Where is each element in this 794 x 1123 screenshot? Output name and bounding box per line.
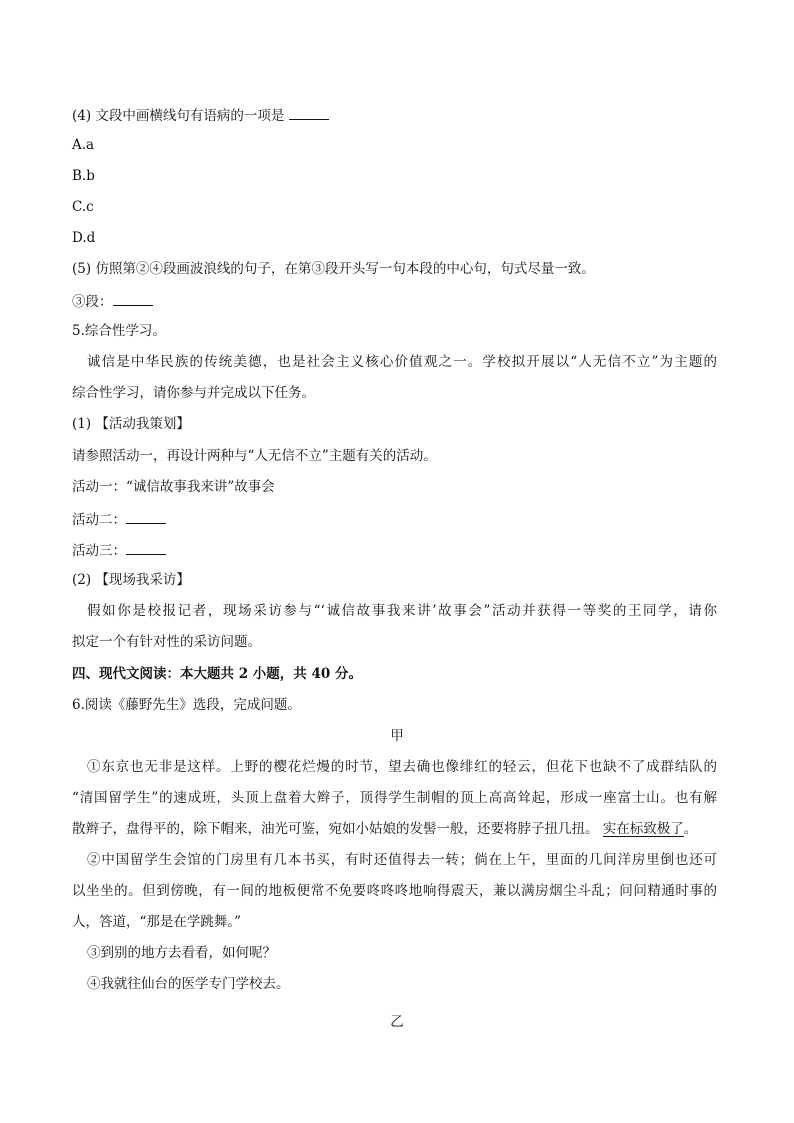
part-1-title: (1) 【活动我策划】 [72, 416, 190, 432]
part-1-instruction: 请参照活动一，再设计两种与“人无信不立”主题有关的活动。 [72, 448, 437, 464]
activity-1: 活动一：“诚信故事我来讲”故事会 [72, 479, 275, 495]
answer-blank [289, 105, 329, 120]
option-d: D.d [72, 230, 96, 246]
part-2-title: (2) 【现场我采访】 [72, 572, 190, 588]
answer-blank [126, 540, 166, 555]
section-4-heading: 四、现代文阅读：本大题共 2 小题，共 40 分。 [72, 666, 362, 682]
question-4-stem: (4) 文段中画横线句有语病的一项是 [72, 105, 722, 125]
part-2-line2: 拟定一个有针对性的采访问题。 [72, 634, 261, 650]
part-2-line1: 假如你是校报记者，现场采访参与“‘诚信故事我来讲’故事会”活动并获得一等奖的王同学，请你 [87, 603, 717, 619]
activity-2: 活动二： [72, 509, 722, 529]
section-5-title: 5.综合性学习。 [72, 323, 166, 339]
option-c: C.c [72, 199, 94, 215]
activity-3: 活动三： [72, 540, 722, 560]
option-b: B.b [72, 168, 95, 184]
paragraph-1-line2: “清国留学生”的速成班，头顶上盘着大辫子，顶得学生制帽的顶上高高耸起，形成一座富士山。也有解 [72, 790, 717, 806]
paragraph-2-line1: ②中国留学生会馆的门房里有几本书买，有时还值得去一转；倘在上午，里面的几间洋房里倒也还可 [87, 852, 717, 868]
passage-jia-label: 甲 [390, 728, 404, 744]
paragraph-4: ④我就往仙台的医学专门学校去。 [87, 976, 290, 992]
paragraph-2-line3: 人，答道，“那是在学跳舞。” [72, 914, 242, 930]
passage-yi-label: 乙 [390, 1014, 404, 1030]
paragraph-3: ③到别的地方去看看，如何呢？ [87, 945, 276, 961]
paragraph-1-line1: ①东京也无非是这样。上野的樱花烂熳的时节，望去确也像绯红的轻云，但花下也缺不了成群结队的 [87, 759, 717, 775]
question-6-title: 6.阅读《藤野先生》选段，完成问题。 [72, 697, 301, 713]
underlined-sentence: 实在标致极了 [602, 821, 684, 837]
question-5-stem: (5) 仿照第②④段画波浪线的句子，在第③段开头写一句本段的中心句，句式尽量一致。 [72, 261, 595, 277]
option-a: A.a [72, 137, 95, 153]
paragraph-2-line2: 以坐坐的。但到傍晚，有一间的地板便常不免要咚咚咚地响得震天，兼以满房烟尘斗乱；问问精通时事的 [72, 883, 717, 899]
paragraph-1-line3: 散辫子，盘得平的，除下帽来，油光可鉴，宛如小姑娘的发髻一般，还要将脖子扭几扭。 实在标致极了。 [72, 821, 698, 837]
answer-blank [126, 509, 166, 524]
section-5-intro-line1: 诚信是中华民族的传统美德，也是社会主义核心价值观之一。学校拟开展以“人无信不立”为主题的 [87, 354, 717, 370]
question-5-answer: ③段： [72, 291, 722, 311]
answer-blank [113, 291, 153, 306]
section-5-intro-line2: 综合性学习，请你参与并完成以下任务。 [72, 385, 315, 401]
